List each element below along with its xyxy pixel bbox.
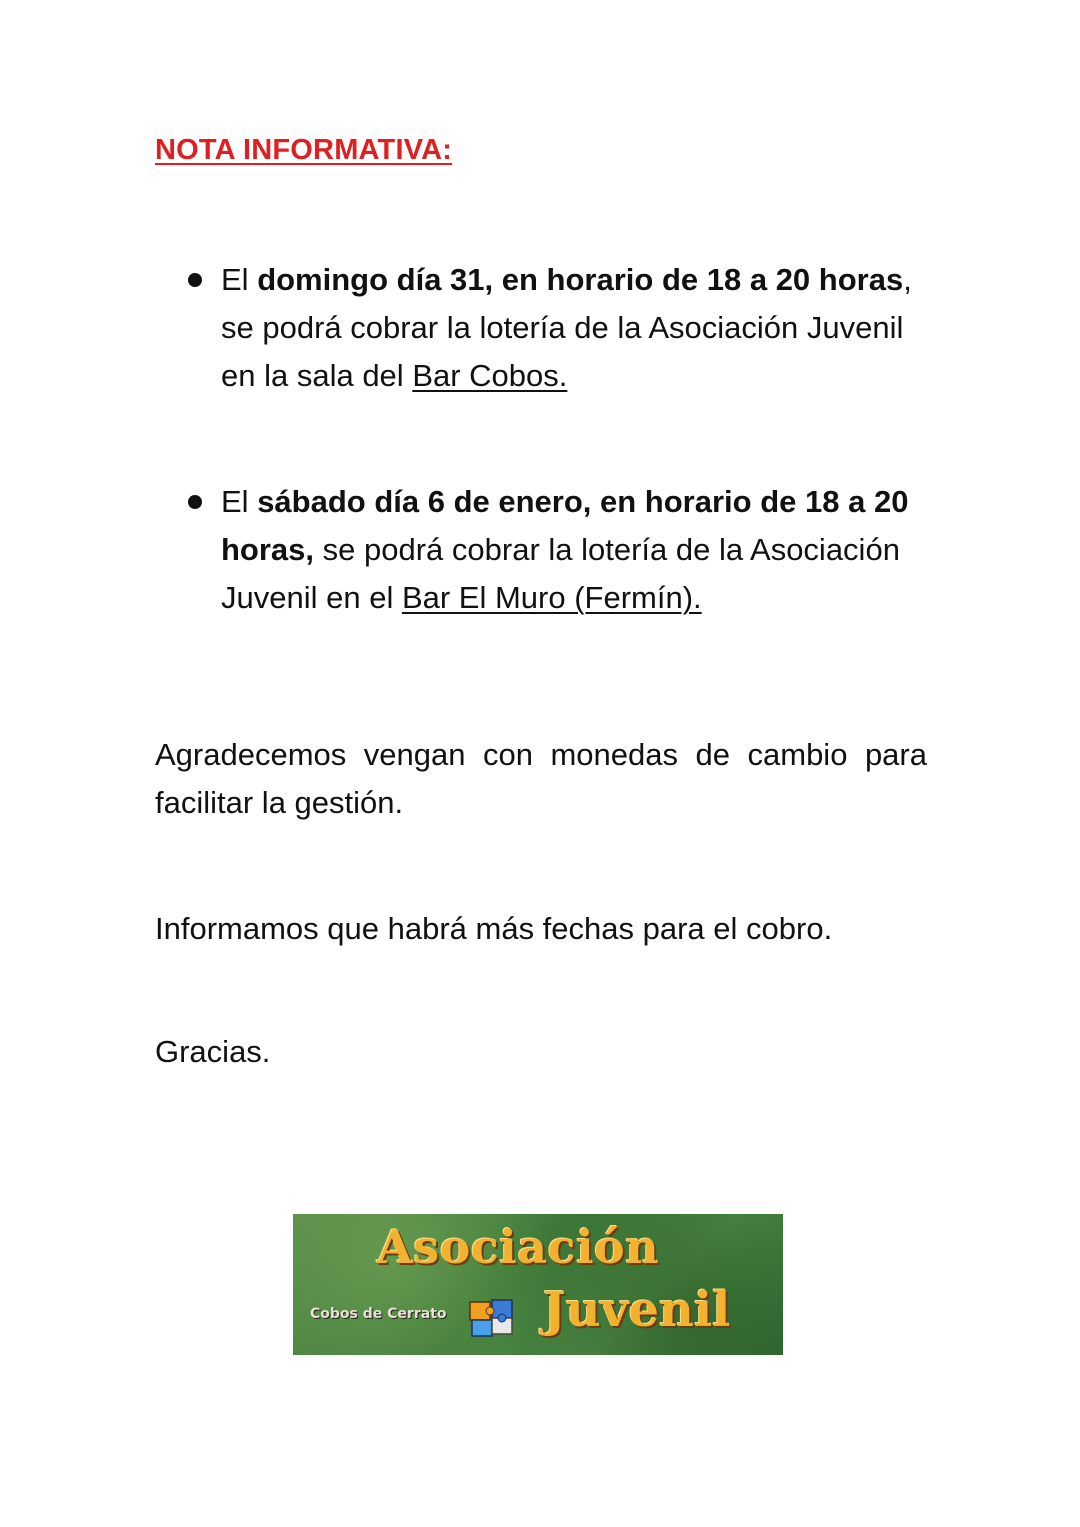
venue-name: Bar Cobos. bbox=[412, 358, 568, 393]
page-title: NOTA INFORMATIVA: bbox=[155, 134, 453, 166]
bullet-text-bold: sábado día 6 de enero, en horario de 18 a 20 horas, bbox=[221, 484, 909, 567]
bullet-icon bbox=[188, 495, 202, 509]
bullet-text-bold: domingo día 31, en horario de 18 a 20 horas bbox=[257, 262, 904, 297]
bullet-text-pre: El bbox=[221, 262, 258, 297]
bullet-text-mid: se podrá cobrar la lotería de la Asociación Juvenil en el bbox=[221, 532, 900, 615]
bullet-icon bbox=[188, 273, 202, 287]
association-logo bbox=[293, 1214, 783, 1355]
list-item bbox=[188, 478, 933, 622]
paragraph-change: Agradecemos vengan con monedas de cambio para facilitar la gestión. bbox=[155, 737, 927, 820]
logo-word-asociacion: Asociación bbox=[377, 1220, 660, 1274]
logo-word-juvenil: Juvenil bbox=[543, 1282, 731, 1338]
bullet-text-pre: El bbox=[221, 484, 258, 519]
venue-name: Bar El Muro (Fermín). bbox=[401, 580, 702, 615]
paragraph-more-dates: Informamos que habrá más fechas para el cobro. bbox=[155, 911, 833, 946]
logo-place: Cobos de Cerrato bbox=[310, 1306, 447, 1322]
paragraph-thanks: Gracias. bbox=[155, 1034, 271, 1069]
bullet-text-mid: , se podrá cobrar la lotería de la Asociación Juvenil en la sala del bbox=[221, 262, 912, 393]
list-item bbox=[188, 256, 933, 400]
puzzle-emblem-icon bbox=[468, 1296, 516, 1338]
